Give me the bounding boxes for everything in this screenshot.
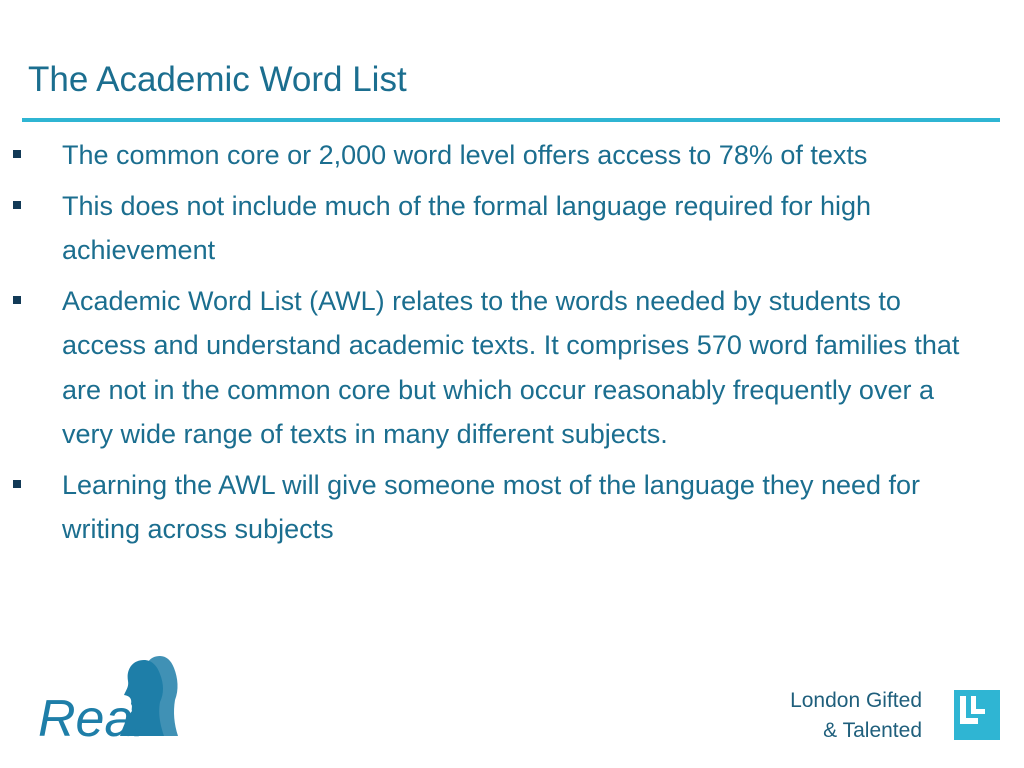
bullet-text: This does not include much of the formal language required for high achievement xyxy=(62,190,871,265)
real-wordmark: Real xyxy=(38,690,145,746)
square-bullet-icon xyxy=(13,201,21,209)
slide-title: The Academic Word List xyxy=(28,60,407,99)
square-bullet-icon xyxy=(13,480,21,488)
lgt-logo-line2: & Talented xyxy=(823,719,922,742)
bullet-text: Learning the AWL will give someone most of the language they need for writing across subjects xyxy=(62,469,921,544)
square-bullet-icon xyxy=(13,296,21,304)
lgt-logo xyxy=(778,688,1002,748)
real-logo xyxy=(36,654,186,746)
bullet-item xyxy=(0,133,972,178)
bullet-item xyxy=(0,279,972,457)
bullet-item xyxy=(0,184,972,273)
lgt-logo-line1: London Gifted xyxy=(790,689,922,712)
bullet-text: The common core or 2,000 word level offers access to 78% of texts xyxy=(62,140,868,170)
bullet-text: Academic Word List (AWL) relates to the words needed by students to access and understand academic texts. It comprises 570 word families that are not in the common core but which occur reasonably frequently over a very wide range of texts in many different subjects. xyxy=(62,285,960,449)
square-bullet-icon xyxy=(13,150,21,158)
title-divider xyxy=(22,118,1000,122)
bullet-item xyxy=(0,463,972,552)
bullet-list xyxy=(0,133,1000,558)
lgt-mark-icon xyxy=(954,690,1000,740)
